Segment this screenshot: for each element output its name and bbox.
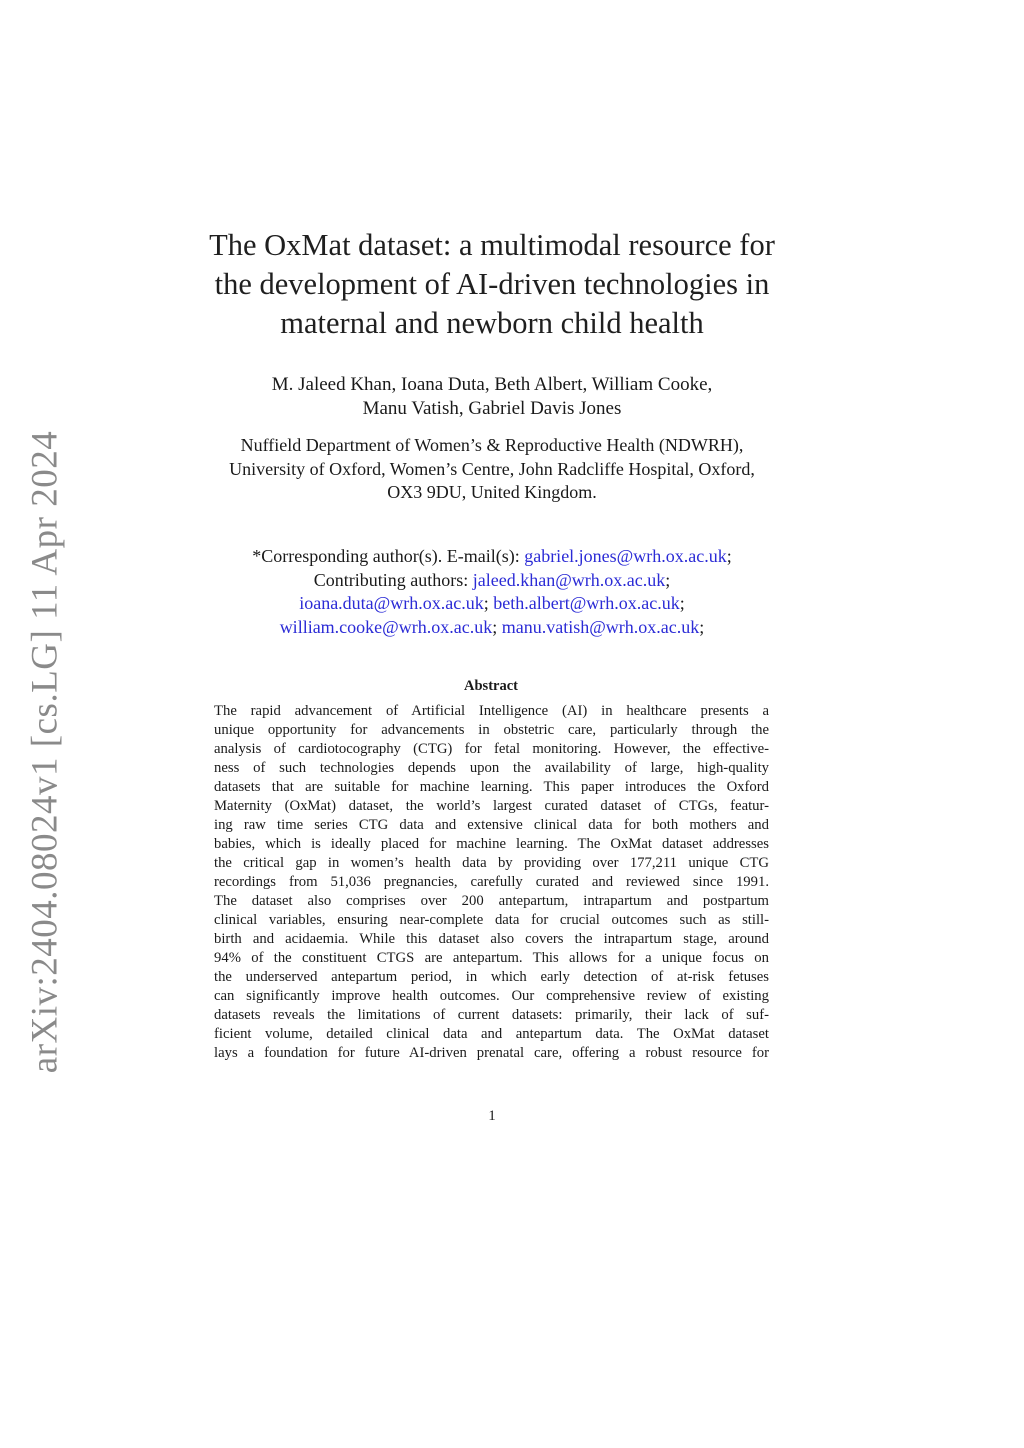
title-line: The OxMat dataset: a multimodal resource for	[209, 228, 775, 262]
abstract-line: ficient volume, detailed clinical data and antepartum data. The OxMat dataset	[214, 1026, 769, 1042]
corresponding-label: *Corresponding author(s). E-mail(s):	[252, 546, 520, 566]
abstract-line: Maternity (OxMat) dataset, the world’s largest curated dataset of CTGs, featur-	[214, 798, 769, 814]
separator: ;	[726, 546, 732, 566]
abstract-line: The rapid advancement of Artificial Intelligence (AI) in healthcare presents a	[214, 703, 769, 719]
title-line: the development of AI-driven technologies in	[214, 267, 770, 301]
abstract-line: recordings from 51,036 pregnancies, carefully curated and reviewed since 1991.	[214, 874, 769, 890]
email-link-duta[interactable]: ioana.duta@wrh.ox.ac.uk	[299, 593, 484, 613]
abstract-line: birth and acidaemia. While this dataset also covers the intrapartum stage, around	[214, 931, 769, 947]
affiliation-line: OX3 9DU, United Kingdom.	[387, 482, 597, 502]
separator: ;	[679, 593, 685, 613]
author-line: Manu Vatish, Gabriel Davis Jones	[362, 398, 622, 419]
corresponding-email-link[interactable]: gabriel.jones@wrh.ox.ac.uk	[524, 546, 727, 566]
email-link-albert[interactable]: beth.albert@wrh.ox.ac.uk	[493, 593, 680, 613]
separator: ;	[665, 569, 671, 590]
abstract-line: unique opportunity for advancements in obstetric care, particularly through the	[214, 722, 769, 738]
abstract-line: 94% of the constituent CTGS are antepartum. This allows for a unique focus on	[214, 950, 769, 966]
abstract-line: the critical gap in women’s health data by providing over 177,211 unique CTG	[214, 855, 769, 871]
contributing-authors-line	[162, 569, 822, 593]
email-link-khan[interactable]: jaleed.khan@wrh.ox.ac.uk	[472, 569, 666, 590]
affiliation	[162, 434, 822, 505]
contributing-label: Contributing authors:	[313, 569, 469, 590]
author-line: M. Jaleed Khan, Ioana Duta, Beth Albert, William Cooke,	[271, 374, 713, 395]
affiliation-line: University of Oxford, Women’s Centre, John Radcliffe Hospital, Oxford,	[229, 458, 755, 479]
separator: ;	[483, 593, 489, 613]
contributing-emails-line	[162, 592, 822, 616]
page-number: 1	[488, 1108, 496, 1124]
arxiv-identifier-stamp: arXiv:2404.08024v1 [cs.LG] 11 Apr 2024	[24, 430, 66, 1074]
abstract-line: The dataset also comprises over 200 antepartum, intrapartum and postpartum	[214, 893, 769, 909]
abstract-heading: Abstract	[464, 678, 518, 694]
title-line: maternal and newborn child health	[280, 306, 704, 340]
abstract-line: can significantly improve health outcomes. Our comprehensive review of existing	[214, 988, 769, 1004]
contributing-emails-line	[162, 616, 822, 640]
abstract-line: analysis of cardiotocography (CTG) for fetal monitoring. However, the effective-	[214, 741, 769, 757]
abstract-line: clinical variables, ensuring near-complete data for crucial outcomes such as still-	[214, 912, 769, 928]
separator: ;	[492, 616, 498, 637]
abstract-line: datasets reveals the limitations of current datasets: primarily, their lack of suf-	[214, 1007, 769, 1023]
correspondence-block	[162, 545, 822, 639]
abstract-line: ness of such technologies depends upon the availability of large, high-quality	[214, 760, 769, 776]
abstract-line: ing raw time series CTG data and extensive clinical data for both mothers and	[214, 817, 769, 833]
email-link-cooke[interactable]: william.cooke@wrh.ox.ac.uk	[279, 616, 493, 637]
abstract-line: datasets that are suitable for machine learning. This paper introduces the Oxford	[214, 779, 769, 795]
abstract-line: the underserved antepartum period, in which early detection of at-risk fetuses	[214, 969, 769, 985]
email-link-vatish[interactable]: manu.vatish@wrh.ox.ac.uk	[501, 616, 700, 637]
paper-title	[162, 226, 822, 343]
abstract-body	[214, 702, 769, 1063]
abstract-line: babies, which is ideally placed for machine learning. The OxMat dataset addresses	[214, 836, 769, 852]
separator: ;	[699, 616, 705, 637]
abstract-line: lays a foundation for future AI-driven prenatal care, offering a robust resource for	[214, 1045, 769, 1061]
author-list	[162, 373, 822, 421]
corresponding-author-line	[162, 545, 822, 569]
affiliation-line: Nuffield Department of Women’s & Reproductive Health (NDWRH),	[240, 435, 744, 455]
